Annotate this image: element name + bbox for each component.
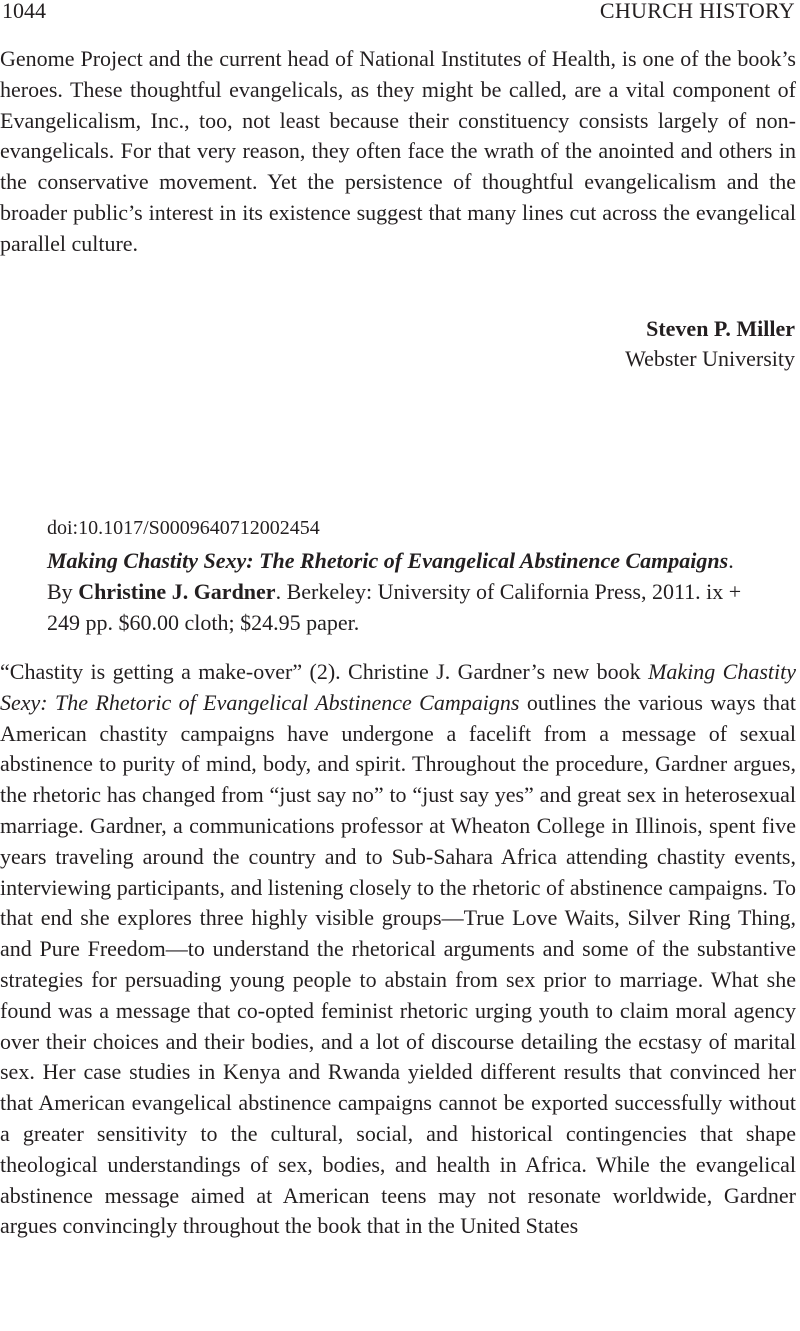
review-paragraph: [0, 657, 796, 1242]
doi-link[interactable]: doi:10.1017/S0009640712002454: [47, 517, 320, 539]
page-number: 1044: [2, 0, 46, 23]
reviewer-name: Steven P. Miller: [646, 316, 795, 341]
review-text-body: outlines the various ways that American chastity campaigns have undergone a facelift from a message of sexual abstinence to purity of mind, body, and spirit. Throughout the procedure, Gardner argues, the rhetoric has changed from “just say no” to “just say yes” and great sex in heterosexual marriage. Gardner, a communications professor at Wheaton College in Illinois, spent five years traveling around the country and to Sub-Sahara Africa attending chastity events, interviewing participants, and listening closely to the rhetoric of abstinence campaigns. To that end she explores three highly visible groups—True Love Waits, Silver Ring Thing, and Pure Freedom—to understand the rhetorical arguments and some of the substantive strategies for persuading young people to abstain from sex prior to marriage. What she found was a message that co-opted feminist rhetoric urging youth to claim moral agency over their choices and their bodies, and a lot of discourse detailing the ecstasy of marital sex. Her case studies in Kenya and Rwanda yielded different results that convinced her that American evangelical abstinence campaigns cannot be exported successfully without a greater sensitivity to the cultural, social, and historical contingencies that shape theological understandings of sex, bodies, and health in Africa. While the evangelical abstinence message aimed at American teens may not resonate worldwide, Gardner argues convincingly throughout the book that in the United States: [0, 689, 796, 1239]
body-paragraph: Genome Project and the current head of National Institutes of Health, is one of the book’s heroes. These thoughtful evangelicals, as they might be called, are a vital component of Evangelicalism, Inc., too, not least because their constituency consists largely of non-evangelicals. For that very reason, they often face the wrath of the anointed and others in the conservative movement. Yet the persistence of thoughtful evangelicalism and the broader public’s interest in its existence suggest that many lines cut across the evangelical parallel culture.: [0, 46, 796, 256]
by-label: By: [47, 579, 73, 604]
publication-info: Berkeley: University of California Press, 2011. ix + 249 pp. $60.00 cloth; $24.95 paper.: [47, 579, 742, 635]
reviewer-institution: Webster University: [625, 346, 795, 371]
book-author: Christine J. Gardner: [78, 579, 276, 604]
journal-title: CHURCH HISTORY: [599, 0, 795, 23]
running-head: [0, 0, 795, 26]
book-citation: Making Chastity Sexy: The Rhetoric of Evangelical Abstinence Campaigns. By Christine J. Gardner. Berkeley: University of California Press, 2011. ix + 249 pp. $60.00 cloth; $24.95 paper.: [47, 548, 742, 635]
book-title: Making Chastity Sexy: The Rhetoric of Evangelical Abstinence Campaigns: [47, 548, 729, 573]
review-text-book-title: Making Chastity Sexy: The Rhetoric of Evangelical Abstinence Campaigns: [0, 659, 797, 715]
review-text-opening: “Chastity is getting a make-over” (2). Christine J. Gardner’s new book: [0, 659, 641, 684]
